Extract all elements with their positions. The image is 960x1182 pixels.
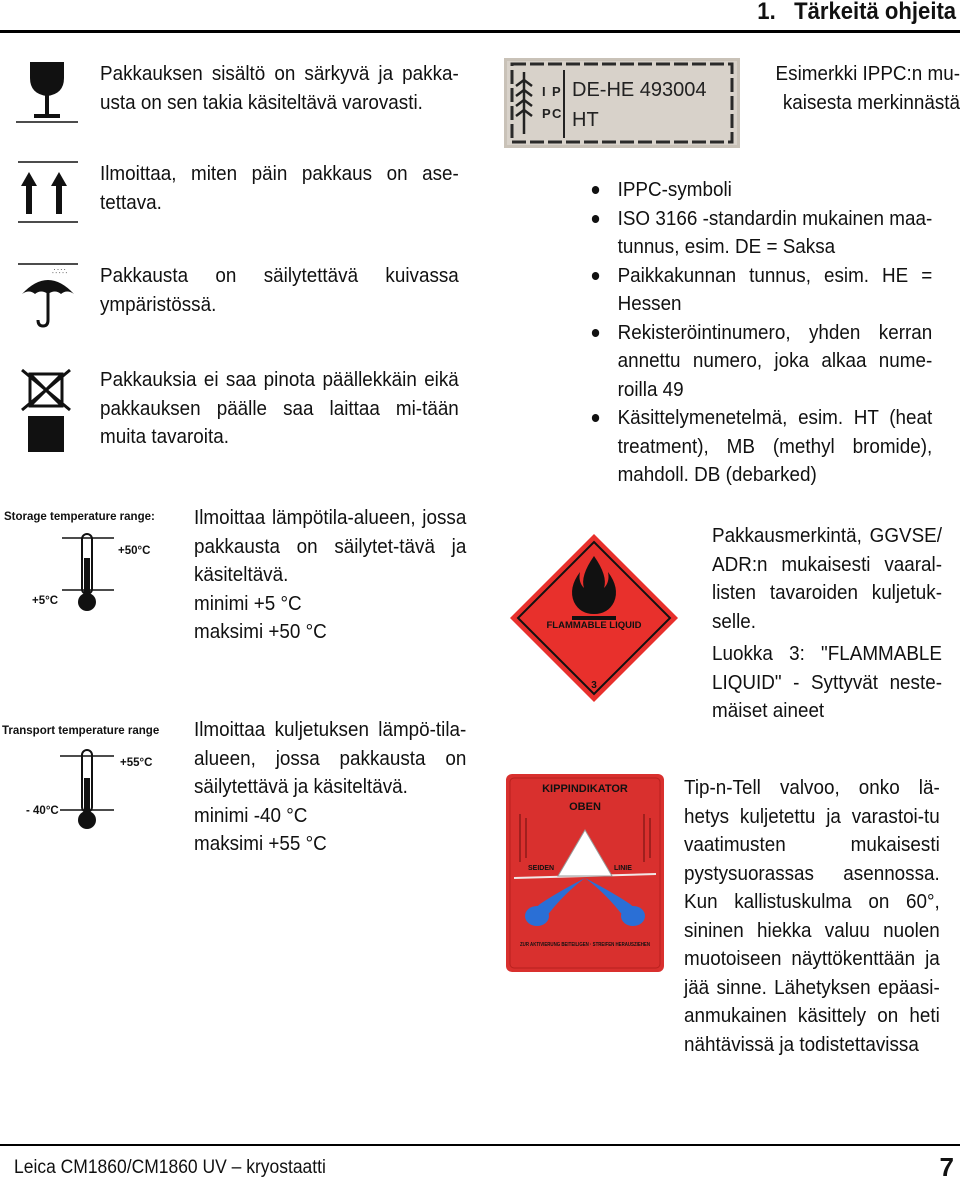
chapter-title: 1. Tärkeitä ohjeita (757, 0, 956, 25)
transport-temp-image-min: - 40°C (26, 805, 59, 817)
svg-text:P: P (542, 106, 551, 121)
svg-text:C: C (552, 106, 562, 121)
no-stacking-text: Pakkauksia ei saa pinota päällekkäin eikä pakkauksen päälle saa laittaa mi-tään muita tavaroita. (100, 368, 459, 448)
storage-temp-image-title: Storage temperature range: (4, 511, 155, 523)
transport-temperature-range-icon (0, 718, 180, 836)
this-way-up-arrows-icon (18, 160, 78, 224)
storage-temp-max: maksimi +50 °C (194, 620, 327, 643)
tip-n-tell-indicator-label (506, 774, 664, 972)
hazard-description: Pakkausmerkintä, GGVSE/ ADR:n mukaisesti vaaral-listen tavaroiden kuljetuk-selle. (712, 524, 942, 633)
storage-temp-min: minimi +5 °C (194, 591, 302, 615)
footer-product-name: Leica CM1860/CM1860 UV – kryostaatti (14, 1157, 326, 1178)
hazard-label-text: FLAMMABLE LIQUID (546, 620, 642, 631)
fragile-glass-icon (16, 60, 78, 124)
ippc-bullet: Paikkakunnan tunnus, esim. HE = Hessen (590, 262, 932, 319)
ippc-stamp-photo (504, 58, 740, 148)
storage-temp-image-max: +50°C (118, 545, 151, 557)
flammable-liquid-hazard-label (508, 532, 680, 704)
ippc-bullet: Rekisteröintinumero, yhden kerran annettu numero, joka alkaa nume-roilla 49 (590, 319, 932, 405)
fragile-text: Pakkauksen sisältö on särkyvä ja pakka-usta on sen takia käsiteltävä varovasti. (100, 62, 459, 114)
keep-dry-umbrella-icon (18, 262, 78, 330)
ippc-bullet: ISO 3166 -standardin mukainen maa-tunnus, esim. DE = Saksa (590, 205, 932, 262)
svg-text:∴∵∴: ∴∵∴ (52, 267, 68, 276)
tipntell-bottom-text: ZUR AKTIVIERUNG BEITEILIGEN · STREIFEN HERAUSZIEHEN (520, 942, 651, 948)
hazard-class-number: 3 (591, 680, 597, 691)
page-number: 7 (939, 1152, 954, 1182)
transport-temp-image-title: Transport temperature range (2, 725, 160, 737)
hazard-text (712, 522, 942, 726)
ippc-stamp-line1: DE-HE 493004 (572, 79, 707, 101)
transport-temp-min: minimi -40 °C (194, 803, 308, 827)
svg-text:I: I (542, 84, 546, 99)
footer-rule (0, 1144, 960, 1146)
storage-temperature-range-icon (2, 504, 180, 622)
hazard-class-description: Luokka 3: "FLAMMABLE LIQUID" - Syttyvät neste-mäiset aineet (712, 642, 942, 722)
storage-temp-image-min: +5°C (32, 595, 59, 607)
ippc-stamp-line2: HT (572, 109, 599, 131)
ippc-bullet: IPPC-symboli (590, 176, 932, 205)
svg-text:P: P (552, 84, 561, 99)
storage-temp-description: Ilmoittaa lämpötila-alueen, jossa pakkausta on säilytet-tävä ja käsiteltävä. (194, 506, 467, 586)
transport-temp-description: Ilmoittaa kuljetuksen lämpö-tila-alueen, jossa pakkausta on säilytettävä ja käsiteltävä. (194, 718, 467, 798)
tipntell-text: Tip-n-Tell valvoo, onko lä-hetys kuljetettu ja varastoi-tu vaatimusten mukaisesti pystysuorassas asennossa. Kun kallistuskulma on 60°, sininen hiekka valuu nuolen muotoiseen näyttökenttään ja jää sinne. Lähetyksen epäasi-anmukainen käsittely on heti nähtävissä ja todistettavissa (684, 776, 940, 1056)
storage-temp-text (194, 504, 466, 647)
ippc-caption: Esimerkki IPPC:n mu-kaisesta merkinnästä (775, 62, 960, 114)
ippc-bullet-list (590, 176, 932, 490)
tipntell-oben: OBEN (569, 801, 601, 813)
transport-temp-text (194, 716, 466, 859)
tipntell-title: KIPPINDIKATOR (542, 783, 628, 795)
keep-dry-text: Pakkausta on säilytettävä kuivassa ympäristössä. (100, 264, 459, 316)
header-rule (0, 30, 960, 33)
transport-temp-max: maksimi +55 °C (194, 832, 327, 855)
transport-temp-image-max: +55°C (120, 757, 153, 769)
no-stacking-icon (20, 370, 72, 454)
ippc-bullet: Käsittelymenetelmä, esim. HT (heat treatment), MB (methyl bromide), mahdoll. DB (debarked) (590, 404, 932, 490)
this-way-up-text: Ilmoittaa, miten päin pakkaus on ase-tettava. (100, 162, 459, 214)
tipntell-right-label: LINIE (614, 865, 632, 872)
tipntell-left-label: SEIDEN (528, 865, 555, 872)
